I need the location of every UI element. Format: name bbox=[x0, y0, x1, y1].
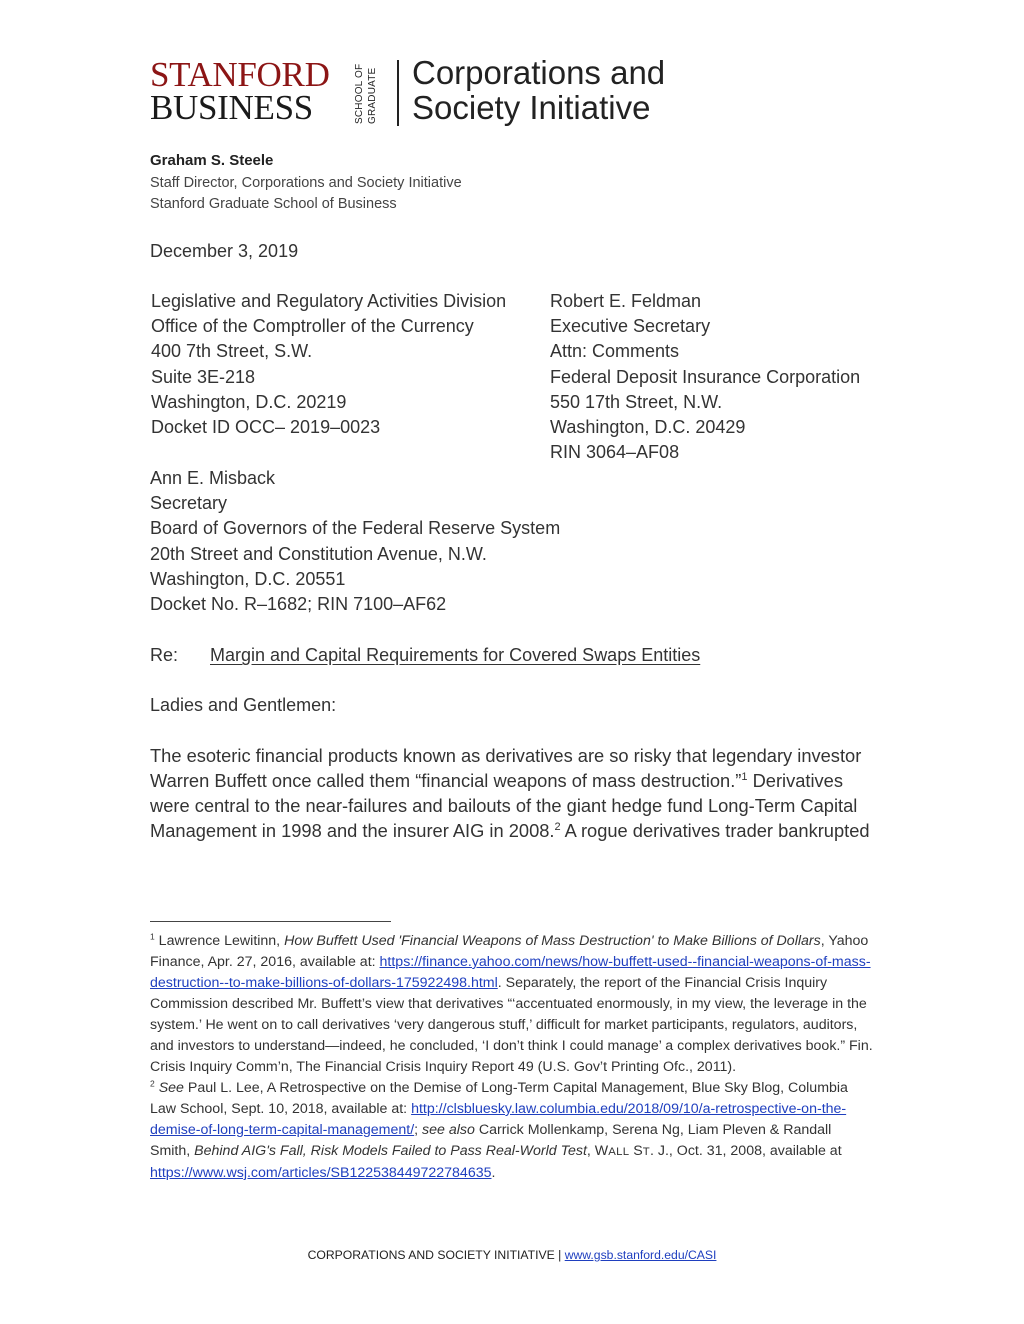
logo-school-line2: SCHOOL OF bbox=[354, 63, 365, 124]
signal-see: See bbox=[158, 1080, 184, 1096]
footnote-text: . bbox=[491, 1165, 496, 1181]
address-line: Office of the Comptroller of the Currency bbox=[151, 316, 474, 337]
footnote-text: , Yahoo Finance, Apr. 27, 2016, available at: bbox=[150, 933, 869, 970]
footnote-title: Behind AIG's Fall, Risk Models Failed to Pass Real-World Test bbox=[194, 1143, 587, 1159]
logo-title-line2: Society Initiative bbox=[412, 89, 651, 126]
footnote-title: How Buffett Used 'Financial Weapons of Mass Destruction' to Make Billions of Dollars bbox=[284, 933, 821, 949]
journal-name-part: W bbox=[594, 1143, 609, 1159]
address-line: Washington, D.C. 20429 bbox=[550, 417, 746, 438]
footnote-number: 2 bbox=[150, 1078, 155, 1089]
journal-name-part: ALL bbox=[608, 1146, 630, 1158]
address-line: Board of Governors of the Federal Reserve System bbox=[150, 518, 561, 539]
footer-label: CORPORATIONS AND SOCIETY INITIATIVE bbox=[307, 1248, 555, 1262]
footnote-1 bbox=[150, 931, 874, 1078]
address-line: Docket ID OCC– 2019–0023 bbox=[151, 417, 381, 438]
address-line: 550 17th Street, N.W. bbox=[550, 391, 723, 412]
footnote-link[interactable]: https://www.wsj.com/articles/SB122538449722784635 bbox=[150, 1165, 492, 1181]
footnote-link[interactable]: https://finance.yahoo.com/news/how-buffett-used--financial-weapons-of-mass-destruction--to-make-billions-of-dollars-175922498.html bbox=[150, 954, 871, 991]
footnote-text: , Oct. 31, 2008, available at bbox=[668, 1143, 842, 1159]
sender-title: Staff Director, Corporations and Society Initiative bbox=[150, 175, 462, 191]
logo bbox=[150, 54, 690, 130]
address-line: Secretary bbox=[150, 493, 228, 514]
re-label: Re: bbox=[150, 645, 179, 665]
address-line: Attn: Comments bbox=[550, 341, 680, 362]
signal-see-also: see also bbox=[422, 1122, 475, 1138]
journal-name bbox=[595, 1143, 669, 1159]
address-line: Ann E. Misback bbox=[150, 468, 276, 488]
footer-link[interactable]: www.gsb.stanford.edu/CASI bbox=[564, 1248, 717, 1262]
footnote-ref-1[interactable]: 1 bbox=[741, 770, 748, 783]
footnote-number: 1 bbox=[150, 931, 155, 942]
address-line: Executive Secretary bbox=[550, 316, 711, 337]
address-line: Docket No. R–1682; RIN 7100–AF62 bbox=[150, 594, 447, 615]
re-subject: Margin and Capital Requirements for Covered Swaps Entities bbox=[210, 645, 701, 665]
logo-stanford: STANFORD bbox=[150, 55, 330, 94]
address-line: Legislative and Regulatory Activities Division bbox=[151, 291, 507, 311]
page-footer bbox=[0, 1248, 1024, 1262]
footnote-text: Carrick Mollenkamp, Serena Ng, Liam Pleven & Randall Smith, bbox=[150, 1122, 832, 1159]
logo-business: BUSINESS bbox=[150, 88, 313, 127]
address-line: Washington, D.C. 20219 bbox=[151, 391, 347, 412]
logo-school-line1: GRADUATE bbox=[367, 67, 378, 124]
letter-date: December 3, 2019 bbox=[150, 241, 299, 261]
journal-name-part: S bbox=[629, 1143, 643, 1159]
footnote-2 bbox=[150, 1078, 874, 1184]
address-line: Suite 3E-218 bbox=[151, 366, 256, 387]
footnote-text: ; bbox=[414, 1122, 423, 1138]
body-text: The esoteric financial products known as derivatives are so risky that legendary investor Warren Buffett once called them “financial weapons of mass destruction.” bbox=[150, 745, 862, 791]
footnote-text: Paul L. Lee, A Retrospective on the Demise of Long-Term Capital Management, Blue Sky Blog, Columbia Law School, Sept. 10, 2018, available at: bbox=[150, 1080, 848, 1117]
footnote-text: . Separately, the report of the Financial Crisis Inquiry Commission described Mr. Buffett’s view that derivatives “‘accentuated enormously, in my view, the leverage in the system.’ He went on to call derivatives ‘very dangerous stuff,’ difficult for market participants, regulators, auditors, and investors to understand—indeed, he concluded, ‘I don’t think I could manage’ a complex derivatives book.” Fin. Crisis Inquiry Comm’n, The Financial Crisis Inquiry Report 49 (U.S. Gov’t Printing Ofc., 2011). bbox=[150, 975, 873, 1075]
footnote-text: , bbox=[586, 1143, 595, 1159]
address-line: Washington, D.C. 20551 bbox=[150, 568, 346, 589]
body-text: Derivatives were central to the near-failures and bailouts of the giant hedge fund Long-Term Capital Management in 1998 and the insurer AIG in 2008. bbox=[150, 770, 858, 841]
footnote-divider bbox=[150, 921, 391, 922]
journal-name-part: T bbox=[642, 1146, 650, 1158]
recipient-occ bbox=[151, 289, 541, 440]
recipient-fdic bbox=[550, 289, 880, 465]
footer-separator: | bbox=[554, 1248, 565, 1262]
address-line: Federal Deposit Insurance Corporation bbox=[550, 366, 861, 387]
sender-name: Graham S. Steele bbox=[150, 152, 274, 169]
footnote-text: Lawrence Lewitinn, bbox=[154, 933, 285, 949]
salutation: Ladies and Gentlemen: bbox=[150, 695, 337, 715]
footnotes bbox=[150, 931, 874, 1184]
sender-org: Stanford Graduate School of Business bbox=[150, 196, 397, 212]
address-line: Robert E. Feldman bbox=[550, 291, 702, 311]
footnote-ref-2[interactable]: 2 bbox=[554, 820, 561, 833]
address-line: 400 7th Street, S.W. bbox=[151, 341, 313, 362]
logo-divider bbox=[397, 60, 399, 126]
recipient-frb bbox=[150, 466, 650, 617]
journal-name-part: . J. bbox=[649, 1143, 669, 1159]
footnote-link[interactable]: http://clsbluesky.law.columbia.edu/2018/09/10/a-retrospective-on-the-demise-of-long-term-capital-management/ bbox=[150, 1101, 847, 1138]
body-paragraph bbox=[150, 743, 870, 843]
address-line: 20th Street and Constitution Avenue, N.W. bbox=[150, 543, 487, 564]
logo-title-line1: Corporations and bbox=[412, 54, 666, 91]
address-line: RIN 3064–AF08 bbox=[550, 442, 680, 463]
body-text: A rogue derivatives trader bankrupted bbox=[560, 820, 870, 841]
